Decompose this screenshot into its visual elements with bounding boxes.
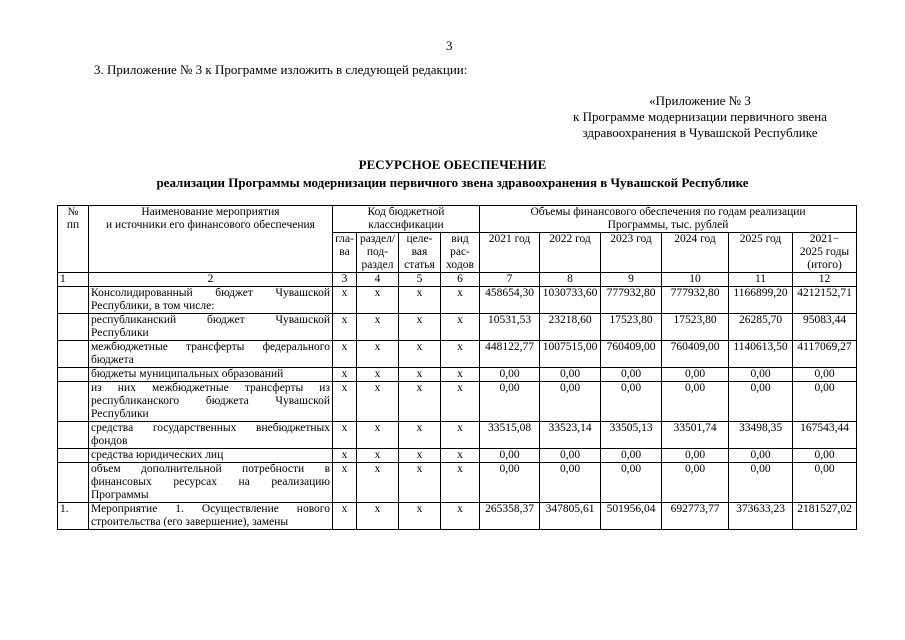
column-number: 7: [480, 273, 540, 287]
value-cell: 0,00: [540, 368, 601, 382]
column-number: 11: [729, 273, 793, 287]
header-sub-5: 2022 год: [540, 233, 601, 273]
value-cell: 33501,74: [662, 422, 729, 449]
header-volumes: Объемы финансового обеспечения по годам реализации Программы, тыс. рублей: [480, 206, 857, 233]
header-sub-4: 2021 год: [480, 233, 540, 273]
value-cell: 0,00: [729, 368, 793, 382]
column-number: 2: [89, 273, 333, 287]
table-row: [58, 382, 857, 422]
value-cell: 501956,04: [601, 503, 662, 530]
code-cell: х: [399, 503, 441, 530]
code-cell: х: [333, 341, 357, 368]
value-cell: 347805,61: [540, 503, 601, 530]
table-row: [58, 503, 857, 530]
value-cell: 0,00: [540, 382, 601, 422]
code-cell: х: [357, 314, 399, 341]
value-cell: 0,00: [729, 382, 793, 422]
header-sub-1: раздел/ под- раздел: [357, 233, 399, 273]
row-index: [58, 422, 89, 449]
value-cell: 4212152,71: [793, 287, 857, 314]
code-cell: х: [399, 463, 441, 503]
table-body: [58, 287, 857, 530]
row-index: 1.: [58, 503, 89, 530]
value-cell: 1007515,00: [540, 341, 601, 368]
value-cell: 33515,08: [480, 422, 540, 449]
appendix-line-1: «Приложение № 3: [649, 93, 751, 108]
row-index: [58, 368, 89, 382]
code-cell: х: [333, 463, 357, 503]
table-row: [58, 463, 857, 503]
row-name: Консолидированный бюджет Чувашской Республики, в том числе:: [89, 287, 333, 314]
table-row: [58, 368, 857, 382]
code-cell: х: [357, 341, 399, 368]
code-cell: х: [399, 449, 441, 463]
value-cell: 17523,80: [662, 314, 729, 341]
code-cell: х: [441, 463, 480, 503]
code-cell: х: [399, 341, 441, 368]
header-sub-8: 2025 год: [729, 233, 793, 273]
value-cell: 777932,80: [601, 287, 662, 314]
code-cell: х: [357, 287, 399, 314]
value-cell: 0,00: [480, 368, 540, 382]
row-name: бюджеты муниципальных образований: [89, 368, 333, 382]
value-cell: 1030733,60: [540, 287, 601, 314]
table-row: [58, 287, 857, 314]
code-cell: х: [441, 314, 480, 341]
code-cell: х: [357, 422, 399, 449]
value-cell: 1140613,50: [729, 341, 793, 368]
document-subtitle: реализации Программы модернизации первичного звена здравоохранения в Чувашской Республике: [156, 175, 749, 190]
value-cell: 26285,70: [729, 314, 793, 341]
table-row: [58, 449, 857, 463]
column-number: 3: [333, 273, 357, 287]
code-cell: х: [333, 314, 357, 341]
column-number: 6: [441, 273, 480, 287]
row-name: средства государственных внебюджетных фондов: [89, 422, 333, 449]
value-cell: 777932,80: [662, 287, 729, 314]
row-index: [58, 287, 89, 314]
value-cell: 0,00: [793, 463, 857, 503]
header-sub-7: 2024 год: [662, 233, 729, 273]
table-row: [58, 341, 857, 368]
column-number: 10: [662, 273, 729, 287]
code-cell: х: [333, 449, 357, 463]
value-cell: 265358,37: [480, 503, 540, 530]
header-budget-code: Код бюджетной классификации: [333, 206, 480, 233]
table-row: [58, 422, 857, 449]
value-cell: 33523,14: [540, 422, 601, 449]
code-cell: х: [441, 382, 480, 422]
code-cell: х: [357, 463, 399, 503]
page-number: 3: [446, 38, 453, 53]
value-cell: 0,00: [480, 449, 540, 463]
code-cell: х: [441, 503, 480, 530]
code-cell: х: [399, 314, 441, 341]
row-index: [58, 449, 89, 463]
column-number: 4: [357, 273, 399, 287]
header-sub-2: целе- вая статья: [399, 233, 441, 273]
code-cell: х: [399, 422, 441, 449]
value-cell: 4117069,27: [793, 341, 857, 368]
value-cell: 760409,00: [662, 341, 729, 368]
row-name: Мероприятие 1. Осуществление нового строительства (его завершение), замены: [89, 503, 333, 530]
value-cell: 33505,13: [601, 422, 662, 449]
value-cell: 0,00: [662, 463, 729, 503]
code-cell: х: [357, 503, 399, 530]
row-name: республиканский бюджет Чувашской Республики: [89, 314, 333, 341]
header-sub-0: гла- ва: [333, 233, 357, 273]
code-cell: х: [399, 368, 441, 382]
appendix-line-2: к Программе модернизации первичного звена: [573, 109, 827, 124]
value-cell: 0,00: [601, 449, 662, 463]
value-cell: 458654,30: [480, 287, 540, 314]
value-cell: 760409,00: [601, 341, 662, 368]
code-cell: х: [333, 422, 357, 449]
value-cell: 33498,35: [729, 422, 793, 449]
header-sub-9: 2021− 2025 годы (итого): [793, 233, 857, 273]
header-name: Наименование мероприятия и источники его финансового обеспечения: [89, 206, 333, 273]
table-row: [58, 314, 857, 341]
code-cell: х: [441, 449, 480, 463]
row-index: [58, 341, 89, 368]
value-cell: 0,00: [729, 449, 793, 463]
value-cell: 0,00: [540, 463, 601, 503]
value-cell: 0,00: [601, 463, 662, 503]
value-cell: 1166899,20: [729, 287, 793, 314]
value-cell: 2181527,02: [793, 503, 857, 530]
row-index: [58, 382, 89, 422]
value-cell: 0,00: [793, 449, 857, 463]
value-cell: 448122,77: [480, 341, 540, 368]
code-cell: х: [441, 422, 480, 449]
value-cell: 23218,60: [540, 314, 601, 341]
appendix-line-3: здравоохранения в Чувашской Республике: [582, 125, 818, 140]
resource-table: [57, 205, 857, 530]
column-number: 1: [58, 273, 89, 287]
row-name: из них межбюджетные трансферты из республиканского бюджета Чувашской Республики: [89, 382, 333, 422]
column-number: 12: [793, 273, 857, 287]
row-index: [58, 314, 89, 341]
code-cell: х: [357, 368, 399, 382]
value-cell: 692773,77: [662, 503, 729, 530]
code-cell: х: [333, 503, 357, 530]
header-sub-3: вид рас- ходов: [441, 233, 480, 273]
value-cell: 0,00: [480, 382, 540, 422]
column-number: 8: [540, 273, 601, 287]
code-cell: х: [441, 341, 480, 368]
header-sub-6: 2023 год: [601, 233, 662, 273]
value-cell: 0,00: [480, 463, 540, 503]
code-cell: х: [357, 382, 399, 422]
code-cell: х: [333, 382, 357, 422]
value-cell: 0,00: [662, 449, 729, 463]
appendix-heading: [560, 93, 840, 141]
value-cell: 10531,53: [480, 314, 540, 341]
value-cell: 0,00: [601, 382, 662, 422]
value-cell: 0,00: [729, 463, 793, 503]
value-cell: 373633,23: [729, 503, 793, 530]
code-cell: х: [399, 287, 441, 314]
value-cell: 0,00: [601, 368, 662, 382]
code-cell: х: [333, 368, 357, 382]
value-cell: 0,00: [540, 449, 601, 463]
value-cell: 17523,80: [601, 314, 662, 341]
code-cell: х: [399, 382, 441, 422]
row-name: межбюджетные трансферты федерального бюджета: [89, 341, 333, 368]
row-name: объем дополнительной потребности в финансовых ресурсах на реализацию Программы: [89, 463, 333, 503]
row-index: [58, 463, 89, 503]
value-cell: 0,00: [662, 368, 729, 382]
value-cell: 95083,44: [793, 314, 857, 341]
document-title: РЕСУРСНОЕ ОБЕСПЕЧЕНИЕ: [358, 157, 547, 172]
table-header: [58, 206, 857, 287]
column-number: 5: [399, 273, 441, 287]
value-cell: 0,00: [793, 382, 857, 422]
value-cell: 0,00: [662, 382, 729, 422]
code-cell: х: [333, 287, 357, 314]
row-name: средства юридических лиц: [89, 449, 333, 463]
column-number: 9: [601, 273, 662, 287]
value-cell: 0,00: [793, 368, 857, 382]
code-cell: х: [441, 287, 480, 314]
code-cell: х: [357, 449, 399, 463]
intro-paragraph: 3. Приложение № 3 к Программе изложить в следующей редакции:: [94, 62, 468, 77]
header-no: № пп: [58, 206, 89, 273]
value-cell: 167543,44: [793, 422, 857, 449]
code-cell: х: [441, 368, 480, 382]
